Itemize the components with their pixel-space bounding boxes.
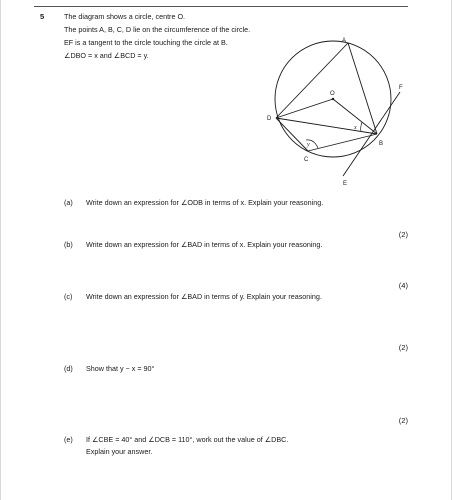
tangent-line-ef — [343, 92, 400, 176]
label-a: A — [342, 38, 347, 44]
stem-line-3: EF is a tangent to the circle touching the circle at B. — [64, 38, 228, 47]
stem-line-1: The diagram shows a circle, centre O. — [64, 12, 186, 21]
stem-line-4: ∠DBO = x and ∠BCD = y. — [64, 51, 149, 60]
part-a-text: Write down an expression for ∠ODB in terms of x. Explain your reasoning. — [86, 198, 324, 207]
question-number: 5 — [40, 12, 45, 21]
label-c: C — [304, 157, 309, 163]
part-b-text: Write down an expression for ∠BAD in terms of x. Explain your reasoning. — [86, 240, 323, 249]
part-d-label: (d) — [64, 364, 73, 373]
part-c-label: (c) — [64, 292, 73, 301]
label-b: B — [379, 141, 384, 147]
part-c-text: Write down an expression for ∠BAD in terms of y. Explain your reasoning. — [86, 292, 322, 301]
label-y: y — [307, 142, 310, 148]
part-a-label: (a) — [64, 198, 73, 207]
centre-point — [332, 98, 334, 100]
label-e: E — [343, 181, 348, 187]
part-b-marks: (4) — [398, 281, 408, 290]
part-e-label: (e) — [64, 435, 73, 444]
chord-dc — [276, 118, 308, 151]
part-d-marks: (2) — [398, 416, 408, 425]
circle-diagram — [262, 34, 414, 192]
part-c-marks: (2) — [398, 343, 408, 352]
label-x: x — [354, 125, 357, 131]
stem-line-2: The points A, B, C, D lie on the circumference of the circle. — [64, 25, 251, 34]
part-b-label: (b) — [64, 240, 73, 249]
label-f: F — [399, 85, 403, 91]
part-d-text: Show that y − x = 90° — [86, 364, 155, 373]
chord-cb — [308, 134, 377, 151]
part-a-marks: (2) — [398, 230, 408, 239]
chord-ad — [276, 43, 348, 118]
top-rule — [34, 6, 408, 7]
label-d: D — [267, 116, 272, 122]
chord-db — [276, 118, 377, 134]
part-e-text-line-1: If ∠CBE = 40° and ∠DCB = 110°, work out the value of ∠DBC. — [86, 435, 289, 444]
label-o: O — [330, 91, 335, 97]
angle-arc-x — [361, 122, 362, 131]
part-e-text-line-2: Explain your answer. — [86, 447, 153, 456]
